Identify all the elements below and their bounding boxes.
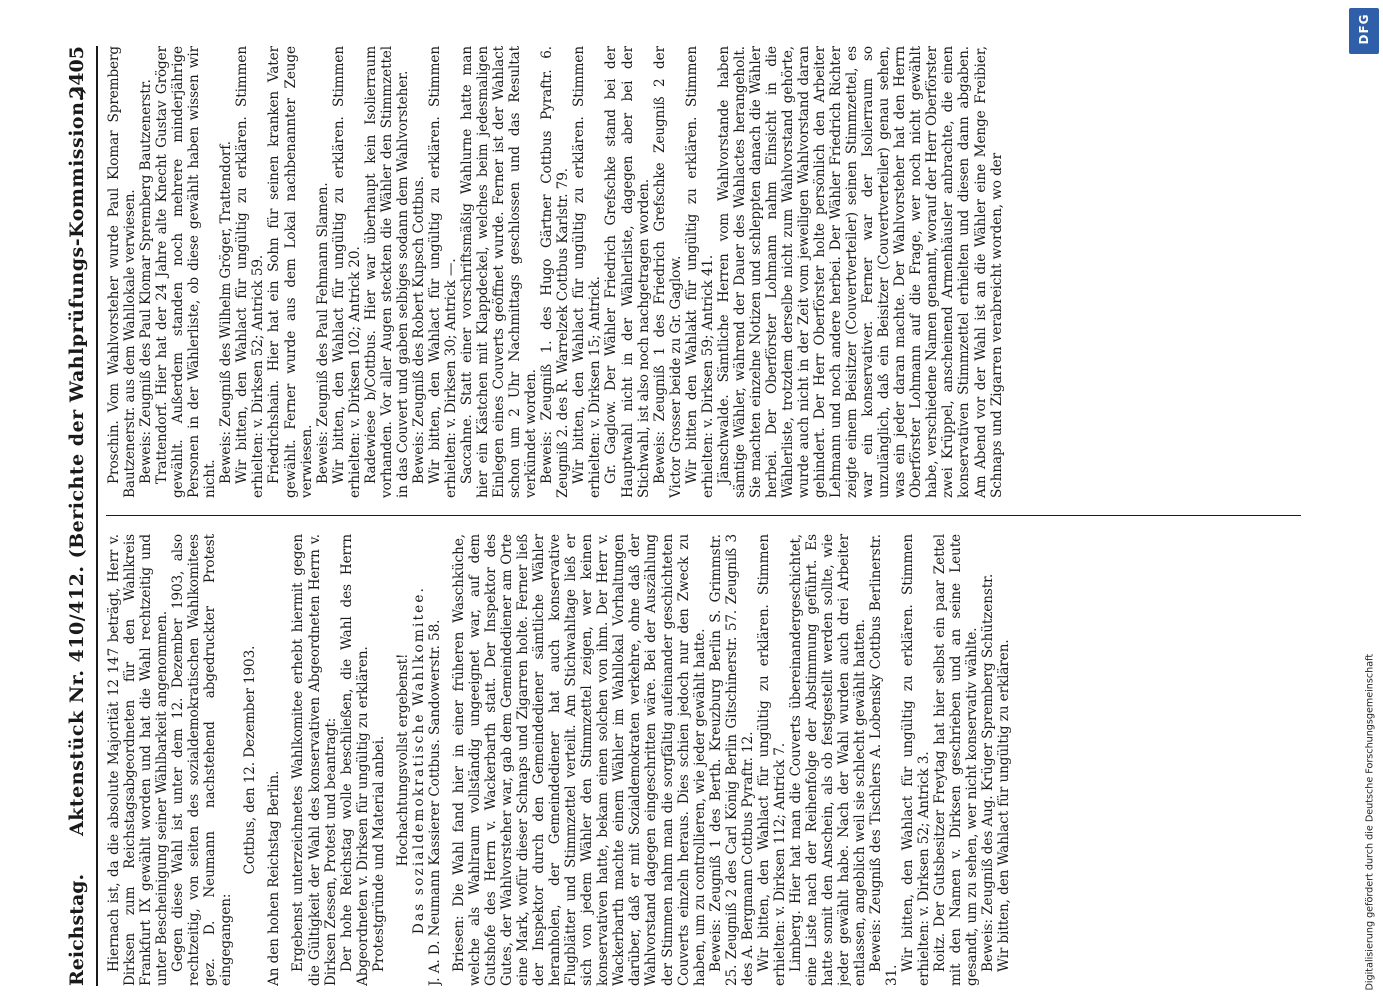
signature-committee: Das sozialdemokratische Wahlkomitee.: [410, 585, 427, 935]
evidence-paragraph: Beweis: Zeugniß des Robert Kupsch Cottbus.: [410, 176, 427, 484]
paragraph: Wir bitten, den Wahlact für ungültig zu erklären. Stimmen erhielten: v. Dirksen 102; Antrick 20.: [330, 46, 363, 498]
rotated-page-frame: [62, 46, 1312, 986]
dfg-logo-text: DFG: [1357, 13, 1371, 45]
paragraph: Wir bitten, den Wahlact für ungültig zu erklären. Stimmen erhielten: v. Dirksen 112; Antrick 7.: [755, 534, 788, 986]
evidence-paragraph: Beweis: Zeugniß des Tischlers A. Lobensky Cottbus Berlinerstr. 31.: [868, 534, 901, 986]
paragraph: Trattendorf. Hier hat der 24 Jahre alte Knecht Gustav Gröger gewählt. Außerdem standen noch mehrere minderjährige Personen in der Wählerliste, ob diese gewählt haben wissen wir nicht.: [154, 46, 219, 498]
column-divider: [106, 515, 1301, 516]
paragraph: Radewiese b/Cottbus. Hier war überhaupt kein Isolierraum vorhanden. Vor aller Augen steckten die Wähler den Stimmzettel in das Couvert und gaben selbiges sodann dem Wahlvorsteher.: [362, 46, 411, 498]
paragraph: Gr. Gaglow. Der Wähler Friedrich Grefschke stand bei der Hauptwahl nicht in der Wählerliste, dagegen aber bei der Stichwahl, ist also noch nachgetragen worden.: [603, 46, 652, 498]
page-number: 2405: [66, 46, 88, 99]
document-page: [62, 46, 1312, 986]
paragraph: Protestgründe und Material anbei.: [370, 735, 387, 972]
running-head: [62, 46, 98, 986]
paragraph: Wir bitten, den Wahlact für ungültig zu erklären.: [996, 639, 1013, 972]
evidence-paragraph: Beweis: Zeugniß des Wilhelm Gröger, Trattendorf.: [218, 140, 235, 484]
paragraph: Proschin. Vom Wahlvorsteher wurde Paul Klomar Spremberg Bautzenerstr. aus dem Wahllokale verwiesen.: [106, 46, 139, 498]
paragraph: Wir bitten, den Wahlact für ungültig zu erklären. Stimmen erhielten: v. Dirksen 52; Antrick 59.: [234, 46, 267, 498]
header-left: Reichstag.: [66, 873, 88, 986]
evidence-paragraph: Beweis: Zeugniß des Paul Klomar Spremberg Bautzenerstr.: [138, 79, 155, 484]
paragraph: Wir bitten, den Wahlact für ungültig zu erklären. Stimmen erhielten: v. Dirksen 30; Antrick —.: [426, 46, 459, 498]
right-column: [106, 46, 1306, 498]
left-column: [106, 534, 1306, 986]
header-title: Aktenstück Nr. 410/412. (Berichte der Wahlprüfungs-Kommission.): [66, 84, 88, 836]
paragraph: Ergebenst unterzeichnetes Wahlkomitee erhebt hiermit gegen die Gültigkeit der Wahl des konservativen Abgeordneten Herrn v. Dirksen Zessen, Protest und beantragt:: [290, 534, 339, 986]
date-line: Cottbus, den 12. Dezember 1903.: [242, 645, 259, 875]
paragraph: Wir bitten, den Wahlact für ungültig zu erklären. Stimmen erhielten: v. Dirksen 52; Antrick 3.: [900, 534, 933, 986]
paragraph: Saccahne. Statt einer vorschriftsmäßig Wahlurne hatte man hier ein Kästchen mit Klappdeckel, welches beim jedesmaligen Einlegen eines Couverts geöffnet wurde. Ferner ist der Wahlact schon um 2 Uhr Nachmittags geschlossen und das Resultat verkündet worden.: [459, 46, 540, 498]
evidence-paragraph: Beweis: Zeugniß 1. des Hugo Gärtner Cottbus Pyraftr. 6. Zeugniß 2. des R. Warrelzek Cottbus Karlstr. 79.: [539, 46, 572, 498]
evidence-paragraph: Beweis: Zeugniß 1 des Friedrich Grefschke Zeugniß 2 der Victor Grosser beide zu Gr. Gaglow.: [651, 46, 684, 498]
signature-name: J. A. D. Neumann Kassierer Cottbus. Sandowerstr. 58.: [426, 619, 443, 986]
evidence-paragraph: Beweis: Zeugniß des Paul Fehmann Slamen.: [314, 182, 331, 484]
paragraph: Limberg. Hier hat man die Couverts übereinandergeschichtet, eine Liste nach der Reihenfolge der Abstimmung geführt. Es hatte somit den Anschein, als ob festgestellt werden sollte, wie jeder gewählt habe. Nach der Wahl wurden auch drei Arbeiter entlassen, angeblich weil sie schlecht gewählt hatten.: [787, 534, 869, 986]
paragraph: Briesen: Die Wahl fand hier in einer früheren Waschküche, welche als Wahlraum vollständig ungeeignet war, auf dem Gutshofe des Herrn v. Wackerbarth statt. Der Inspektor des Gutes, der Wahlvorsteher war, gab dem Gemeindediener am Orte eine Mark, wofür dieser Schnaps und Zigarren holte. Ferner ließ der Inspektor durch den Gemeindediener sämtliche Wähler heranholen, der Gemeindediener hat auch konservative Flugblätter und Stimmzettel verteilt. Am Stichwahltage ließ er sich von jedem Wähler den Stimmzettel zeigen, wer keinen konservativen hatte, bekam einen solchen von ihm. Der Herr v. Wackerbarth machte einem Wähler im Wahllokal Vorhaltungen darüber, daß er mit Sozialdemokraten verkehre, ohne daß der Wahlvorstand dagegen eingeschritten wäre. Bei der Auszählung der Stimmen nahm man die sorgfältig aufeinander geschichteten Couverts einzeln heraus. Dies schien jedoch nur den Zweck zu haben, um zu controllieren, wie jeder gewählt hatte.: [450, 534, 708, 986]
paragraph: Friedrichshain. Hier hat ein Sohn für seinen kranken Vater gewählt. Ferner wurde aus dem Lokal nachbenannter Zeuge verwiesen.: [266, 46, 315, 498]
paragraph: Gegen diese Wahl ist unter dem 12. Dezember 1903, also rechtzeitig, von seiten des sozialdemokratischen Wahlkomitees gez. D. Neumann nachstehend abgedruckter Protest eingegangen:: [170, 534, 235, 986]
closing-line: Hochachtungsvollst ergebenst!: [394, 653, 411, 867]
paragraph: Roitz. Der Gutsbesitzer Freytag hat hier selbst ein paar Zettel mit den Namen v. Dirksen geschrieben und an seine Leute gesandt, um zu sehen, wer nicht konservativ wählte.: [932, 534, 981, 986]
paragraph: Wir bitten, den Wahlact für ungültig zu erklären. Stimmen erhielten: v. Dirksen 15; Antrick.: [571, 46, 604, 498]
evidence-paragraph: Beweis: Zeugniß 1 des Berth. Kreuzburg Berlin S. Grimmstr. 25. Zeugniß 2 des Carl König Berlin Gitschinerstr. 57. Zeugniß 3 des A. Bergmann Cottbus Pyraftr. 12.: [707, 534, 756, 986]
address-line: An den hohen Reichstag Berlin.: [266, 770, 283, 986]
dfg-logo: [1349, 8, 1379, 54]
paragraph: Hiernach ist, da die absolute Majorität 12 147 beträgt, Herr v. Dirksen zum Reichstagsabgeordneten für den Wahlkreis Frankfurt IX gewählt worden und hat die Wahl rechtzeitig und unter Bescheinigung seiner Wählbarkeit angenommen.: [106, 534, 171, 986]
paragraph: Jänschwalde. Sämtliche Herren vom Wahlvorstande haben sämtige Wähler, während der Dauer des Wahlactes herangeholt. Sie machten einzelne Notizen und schleppten danach die Wähler herbei. Der Oberförster Lohmann nahm Einsicht in die Wählerliste, trotzdem derselbe nicht zum Wahlvorstand gehörte, wurde auch nicht in der Zeit vom jeweiligen Wahlvorstand daran gehindert. Der Herr Oberförster holte persönlich den Arbeiter Lehmann und noch andere herbei. Der Wähler Friedrich Richter zeigte einem Beisitzer (Couvertverteiler) seinen Stimmzettel, es war ein konservativer. Ferner war der Isolierraum so unzulänglich, daß ein Beisitzer (Couvertverteiler) genau sehen, was ein jeder daran machte. Der Wahlvorsteher hat den Herrn Oberförster Lohmann auf die Frage, wer noch nicht gewählt habe, verschiedene Namen genannt, worauf der Herr Oberförster zwei Krüppel, anscheinend Armenhäusler anbrachte, die einen konservativen Stimmzettel erhielten und diesen dann abgaben. Am Abend vor der Wahl ist an die Wähler eine Menge Freibier, Schnaps und Zigarren verabreicht worden, wo der: [715, 46, 1005, 498]
digitization-note-text: Digitalisierung gefördert durch die Deutsche Forschungsgemeinschaft: [1364, 653, 1376, 991]
paragraph: Wir bitten den Wahlakt für ungültig zu erklären. Stimmen erhielten: v. Dirksen 59; Antrick 41.: [683, 46, 716, 498]
evidence-paragraph: Beweis: Zeugniß des Aug. Krüger Spremberg Schützenstr.: [980, 573, 997, 972]
digitization-note: [1365, 60, 1375, 990]
paragraph: Der hohe Reichstag wolle beschließen, die Wahl des Herrn Abgeordneten v. Dirksen für ungültig zu erklären.: [338, 534, 371, 986]
